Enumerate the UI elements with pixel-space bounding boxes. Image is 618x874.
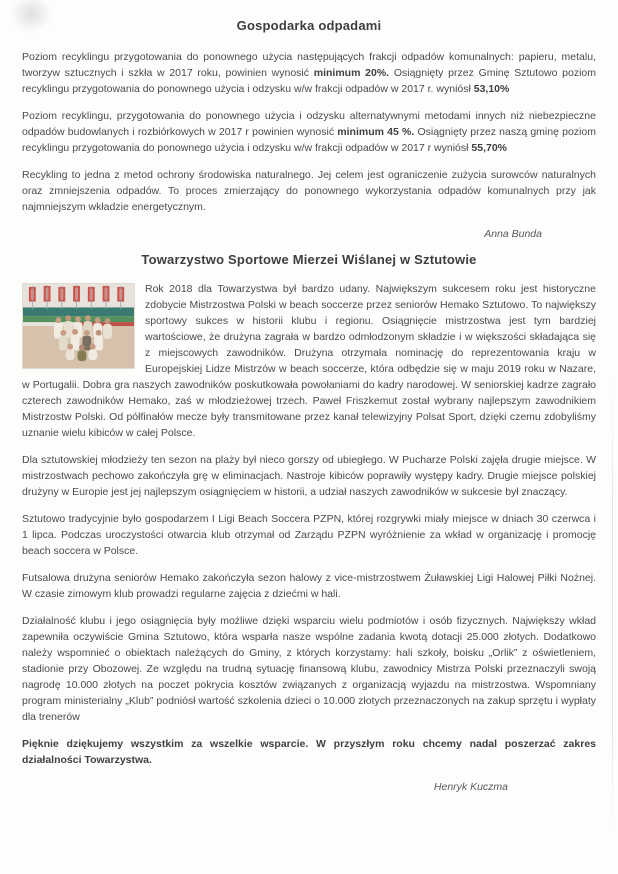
team-photo [22,283,135,369]
photo-teal-band [23,307,134,316]
waste-paragraph-construction-waste: Poziom recyklingu, przygotowania do ponownego użycia i odzysku alternatywnymi metodami innych niż niebezpieczne odpadów budowlanych i rozbiórkowych w 2017 r powinien wynosić minimum 45 %. Osiągnięty przez naszą gminę poziom recyklingu przygotowania do ponownego użycia i odzysku w/w frakcji odpadów w 2017 r wyniósł 55,70% [22,110,596,154]
scan-edge-artifact [612,380,613,834]
club-paragraph-youth: Dla sztutowskiej młodzieży ten sezon na plaży był nieco gorszy od ubiegłego. W Pucharze Polski zajęła drugie miejsce. W mistrzostwach pechowo zakończyła grę w eliminacjach. Nastroje kibiców poprawiły występy kadry. Drugie miejsce polskiej drużyny w Europie jest jej najlepszym osiągnięciem w historii, a udział naszych zawodników w sukcesie był znaczący. [22,454,596,498]
signature-anna-bunda: Anna Bunda [484,228,542,240]
club-paragraph-futsal: Futsalowa drużyna seniorów Hemako zakończyła sezon halowy z vice-mistrzostwem Żuławskiej Ligi Halowej Piłki Nożnej. W czasie zimowym klub prowadzi regularne zajęcia z dziećmi w hali. [22,572,596,600]
club-paragraph-thanks: Pięknie dziękujemy wszystkim za wszelkie wsparcie. W przyszłym roku chcemy nadal poszerzać zakres działalności Towarzystwa. [22,738,596,766]
waste-section-title: Gospodarka odpadami [236,18,382,33]
waste-paragraph-recycling-definition: Recykling to jedna z metod ochrony środowiska naturalnego. Jej celem jest ograniczenie zużycia surowców naturalnych oraz zmniejszenia odpadów. To proces zmierzający do ponownego wykorzystania odpadów komunalnych przy jak najmniejszym wkładzie energetycznym. [22,169,596,213]
club-paragraph-season-summary: Rok 2018 dla Towarzystwa był bardzo udany. Największym sukcesem roku jest historyczne zdobycie Mistrzostwa Polski w beach soccerze przez seniorów Hemako Sztutowo. To największy sportowy sukces w historii klubu i regionu. Osiągnięcie mistrzostwa jest tym bardziej wartościowe, że drużyna zagrała w bardzo odmłodzonym składzie i w większości składająca się z miejscowych zawodników. Drużyna otrzymała nominację do reprezentowania kraju w Europejskiej Lidze Mistrzów w beach soccerze, która odbędzie się w maju 2019 roku w Nazare, w Portugalii. Dobra gra naszych zawodników poskutkowała powołaniami do kadry narodowej. W seniorskiej kadrze zagrało czterech zawodników Hemako, zaś w młodzieżowej trzech. Paweł Friszkemut został wybrany najlepszym zawodnikiem Mistrzostw Polski. Od półfinałów mecze były transmitowane przez kanał telewizyjny Polsat Sport, dzięki czemu zdobyliśmy uznanie wielu kibiców w całej Polsce. [22,283,596,439]
signature-henryk-kuczma: Henryk Kuczma [433,781,508,793]
club-section-title: Towarzystwo Sportowe Mierzei Wiślanej w Sztutowie [141,252,477,267]
scan-smudge-artifact [8,0,54,34]
club-lead-block [22,281,596,441]
waste-paragraph-recycling-levels: Poziom recyklingu przygotowania do ponownego użycia następujących frakcji odpadów komunalnych: papieru, metalu, tworzyw sztucznych i szkła w 2017 roku, powinien wynosić minimum 20%. Osiągnięty przez Gminę Sztutowo poziom recyklingu przygotowania do ponownego użycia i odzysku w/w frakcji odpadów w 2017 r. wyniósł 53,10% [22,51,596,95]
club-paragraph-league-host: Sztutowo tradycyjnie było gospodarzem I Ligi Beach Soccera PZPN, której rozgrywki miały miejsce w dniach 30 czerwca i 1 lipca. Podczas uroczystości otwarcia klub otrzymał od Zarządu PZPN wyróżnienie za wkład w organizację i promocję beach soccera w Polsce. [22,513,596,557]
club-paragraph-funding: Działalność klubu i jego osiągnięcia były możliwe dzięki wsparciu wielu podmiotów i osób fizycznych. Największy wkład zapewniła oczywiście Gmina Sztutowo, która wsparła nasze wspólne zadania kwotą dotacji 25.000 złotych. Dodatkowo należy wspomnieć o obiektach należących do Gminy, z których korzystamy: hali szkoły, boisku „Orlik” z oświetleniem, stadionie przy Obozowej. Ze względu na trudną sytuację finansową klubu, zawodnicy Mistrza Polski przeznaczyli swoją nagrodę 10.000 złotych na poczet pokrycia kosztów związanych z organizacją wyjazdu na mistrzostwa. Wspomniany program ministerialny „Klub” podniósł wartość szkolenia dzieci o 10.000 złotych przeznaczonych na zakup sprzętu i wypłaty dla trenerów [22,615,596,723]
team-photo-graphic [23,284,134,368]
